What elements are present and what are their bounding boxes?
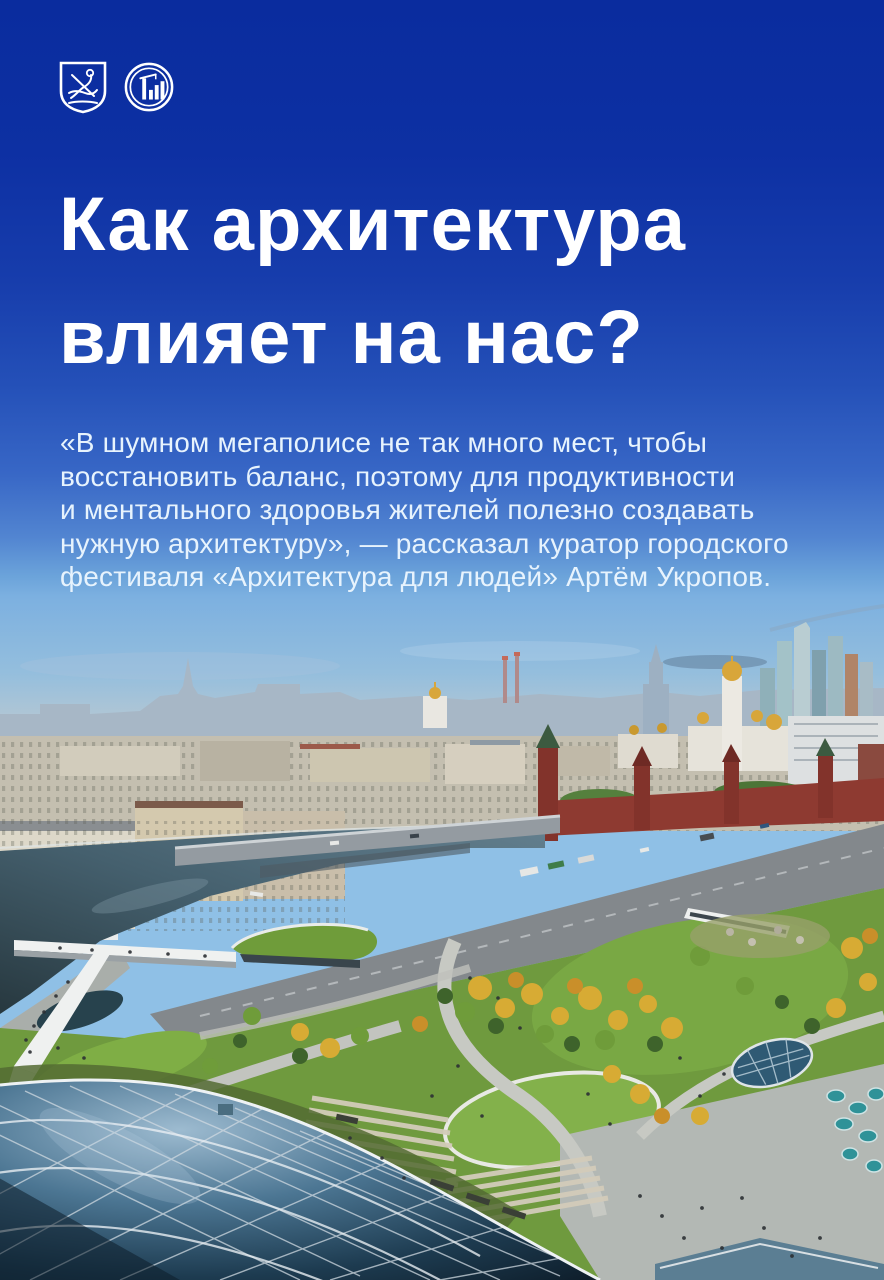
quote-line: восстановить баланс, поэтому для продуктивности bbox=[60, 460, 736, 492]
quote-line: фестиваля «Архитектура для людей» Артём Укропов. bbox=[60, 561, 772, 592]
quote-line: «В шумном мегаполисе не так много мест, чтобы bbox=[60, 427, 708, 458]
title-line-1: Как архитектура bbox=[59, 182, 687, 267]
quote-line: и ментального здоровья жителей полезно создавать bbox=[60, 494, 755, 525]
construction-complex-icon bbox=[123, 60, 175, 114]
quote-line: нужную архитектуру», — рассказал куратор городского bbox=[60, 527, 789, 559]
logo-row bbox=[57, 60, 175, 114]
moscow-coat-of-arms-icon bbox=[57, 60, 109, 114]
quote-text bbox=[60, 426, 789, 594]
zaryadye-park-photo bbox=[0, 596, 884, 1280]
title-line-2: влияет на нас? bbox=[59, 295, 644, 380]
page-title bbox=[59, 168, 686, 394]
